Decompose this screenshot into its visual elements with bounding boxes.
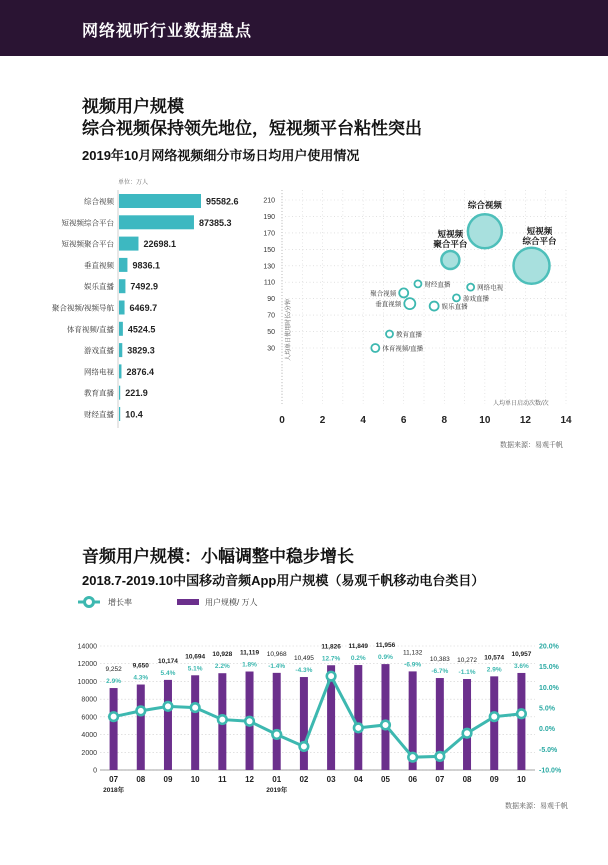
y-right-tick-label: 0.0% [539, 726, 555, 734]
bar-value-label: 10,495 [293, 655, 314, 663]
x-tick-label: 02 [299, 775, 309, 784]
bar-value-label: 87385.3 [198, 217, 232, 228]
x-tick-label: 12 [519, 415, 531, 426]
bar-value-label: 2876.4 [126, 366, 154, 377]
y-left-tick-label: 10000 [77, 678, 97, 686]
bar-mark [490, 676, 498, 770]
x-tick-label: 07 [435, 775, 445, 784]
y-right-tick-label: 20.0% [539, 643, 559, 651]
x-tick-label: 08 [136, 775, 146, 784]
growth-rate-label: 2.2% [214, 663, 230, 671]
bar-category-label: 短视频聚合平台 [61, 239, 114, 249]
growth-rate-label: -1.4% [268, 662, 286, 670]
bubble-label: 综合平台 [522, 235, 557, 246]
bubble-mark [399, 288, 408, 297]
bar-category-label: 网络电视 [84, 367, 114, 377]
y-right-tick-label: 15.0% [539, 664, 559, 672]
bar-mark [119, 322, 123, 336]
bar-mark [463, 679, 471, 770]
bubble-label: 游戏直播 [462, 295, 489, 303]
x-tick-label: 4 [360, 415, 366, 426]
bar-mark [119, 301, 125, 315]
video-heading-2: 综合视频保持领先地位，短视频平台粘性突出 [82, 119, 422, 138]
x-tick-label: 8 [441, 415, 448, 426]
growth-rate-line [114, 676, 522, 757]
x-tick-label: 10 [479, 415, 491, 426]
bar-mark [119, 279, 125, 293]
bar-mark [436, 678, 444, 770]
bar-value-label: 11,826 [321, 643, 341, 651]
bar-value-label: 11,119 [239, 649, 260, 657]
bar-value-label: 221.9 [125, 388, 148, 399]
y-right-tick-label: 10.0% [539, 684, 559, 692]
bar-mark [273, 673, 281, 770]
bubble-label: 财经直播 [424, 281, 451, 289]
growth-rate-point [272, 730, 281, 739]
bar-mark [119, 258, 127, 272]
bar-value-label: 10,383 [429, 656, 450, 664]
page-header [0, 0, 608, 56]
growth-rate-point [300, 742, 309, 751]
x-tick-label: 12 [245, 775, 254, 784]
video-source: 数据来源：易观千帆 [500, 442, 563, 449]
growth-rate-point [354, 724, 363, 733]
bubble-label: 教育直播 [396, 331, 423, 339]
y-tick-label: 130 [263, 263, 275, 271]
bubble-mark [514, 248, 550, 284]
legend-bar-label: 用户规模/ 万人 [205, 598, 258, 607]
bubble-label: 体育视频/直播 [382, 345, 424, 353]
bar-value-label: 11,956 [375, 642, 396, 650]
bar-category-label: 财经直播 [84, 410, 114, 419]
bar-mark [164, 680, 172, 770]
bar-mark [354, 665, 362, 770]
y-tick-label: 90 [267, 296, 275, 304]
x-tick-label: 11 [218, 775, 227, 784]
growth-rate-point [109, 712, 118, 721]
y-tick-label: 190 [263, 213, 275, 221]
x-tick-label: 0 [279, 415, 285, 426]
y-left-tick-label: 4000 [81, 732, 97, 740]
y-tick-label: 50 [267, 329, 275, 337]
x-tick-label: 06 [408, 775, 418, 784]
bar-value-label: 10,968 [266, 650, 287, 658]
x-tick-label: 6 [400, 415, 407, 426]
bar-mark [191, 675, 199, 770]
bar-mark [381, 664, 389, 770]
growth-rate-label: 2.9% [486, 666, 502, 674]
bar-mark [137, 685, 145, 770]
growth-rate-point [245, 717, 254, 726]
bar-category-label: 垂直视频 [84, 260, 114, 270]
y-tick-label: 170 [263, 230, 275, 238]
audio-source: 数据来源：易观千帆 [505, 803, 568, 810]
growth-rate-point [191, 703, 200, 712]
growth-rate-label: -1.1% [458, 669, 476, 677]
bar-value-label: 6469.7 [129, 303, 158, 313]
growth-rate-point [436, 752, 445, 761]
y-right-tick-label: 5.0% [539, 705, 555, 713]
video-heading-1: 视频用户规模 [82, 97, 184, 116]
bar-mark [110, 688, 118, 770]
bar-value-label: 4524.5 [127, 324, 156, 335]
bar-mark [517, 673, 525, 770]
bar-mark [300, 677, 308, 770]
bar-value-label: 9,252 [105, 666, 122, 674]
bubble-label: 娱乐直播 [441, 303, 468, 311]
bar-value-label: 10,574 [484, 654, 505, 662]
bubble-label: 网络电视 [477, 284, 504, 292]
growth-rate-point [517, 709, 526, 718]
x-tick-label: 01 [272, 775, 282, 784]
bubble-mark [430, 302, 439, 311]
bubble-mark [453, 294, 460, 301]
y-left-tick-label: 2000 [81, 749, 97, 757]
growth-rate-label: 5.4% [160, 669, 176, 677]
page-title: 网络视听行业数据盘点 [82, 23, 253, 40]
bar-value-label: 10,957 [511, 650, 532, 658]
growth-rate-label: -6.9% [404, 661, 422, 669]
x-tick-label: 14 [560, 415, 572, 426]
bar-mark [246, 672, 254, 770]
bar-mark [119, 407, 120, 421]
bar-value-label: 10,694 [185, 653, 206, 661]
growth-rate-label: 2.9% [106, 678, 122, 686]
bar-unit-label: 单位：万人 [118, 180, 149, 186]
bar-value-label: 10,928 [212, 651, 233, 659]
bubble-mark [371, 344, 379, 352]
bar-value-label: 10,272 [457, 657, 477, 665]
y-left-tick-label: 12000 [77, 661, 97, 669]
audio-heading: 音频用户规模：小幅调整中稳步增长 [82, 547, 354, 566]
bar-value-label: 11,849 [348, 643, 369, 651]
growth-rate-point [327, 672, 336, 681]
growth-rate-label: 0.2% [350, 655, 366, 663]
bar-mark [119, 364, 121, 378]
x-tick-label: 03 [326, 775, 336, 784]
growth-rate-label: -4.3% [295, 667, 313, 675]
legend-line-label: 增长率 [108, 598, 132, 607]
bubble-mark [468, 214, 502, 248]
legend-line-marker [85, 598, 94, 607]
y-left-tick-label: 8000 [81, 696, 97, 704]
bar-category-label: 娱乐直播 [84, 282, 114, 292]
bubble-mark [441, 251, 459, 269]
bubble-label: 综合视频 [467, 200, 502, 211]
bar-value-label: 22698.1 [143, 239, 177, 250]
growth-rate-point [381, 721, 390, 730]
bar-mark [119, 215, 194, 229]
bubble-label: 短视频 [526, 225, 553, 236]
x-tick-label: 09 [163, 775, 173, 784]
legend-bar-swatch [177, 599, 199, 605]
x-tick-label: 10 [516, 775, 526, 784]
growth-rate-label: 4.3% [133, 674, 149, 682]
year-label: 2019年 [266, 787, 288, 794]
x-axis-title: 人均单日启动次数/次 [493, 401, 549, 407]
x-tick-label: 2 [319, 415, 326, 426]
y-tick-label: 30 [267, 345, 275, 353]
bubble-mark [467, 284, 474, 291]
bubble-label: 聚合视频 [370, 290, 397, 298]
bar-category-label: 短视频综合平台 [61, 218, 114, 228]
bar-category-label: 游戏直播 [84, 346, 114, 356]
x-tick-label: 07 [109, 775, 119, 784]
bubble-label: 垂直视频 [375, 301, 402, 309]
bar-value-label: 9,650 [132, 662, 149, 670]
bar-mark [409, 671, 417, 770]
growth-rate-point [136, 707, 145, 716]
y-left-tick-label: 0 [93, 767, 97, 775]
bar-value-label: 10,174 [158, 657, 178, 665]
bar-category-label: 体育视频/直播 [66, 324, 114, 334]
y-tick-label: 70 [267, 312, 275, 320]
audio-chart-subtitle: 2018.7-2019.10中国移动音频App用户规模（易观千帆移动电台类目） [82, 573, 485, 588]
y-left-tick-label: 6000 [81, 714, 97, 722]
bar-value-label: 95582.6 [206, 196, 239, 207]
bar-mark [119, 194, 201, 208]
growth-rate-point [408, 753, 417, 762]
bubble-label: 聚合平台 [433, 239, 468, 250]
growth-rate-label: 3.6% [513, 662, 529, 670]
y-tick-label: 150 [263, 246, 275, 254]
y-tick-label: 210 [263, 197, 275, 205]
bar-mark [119, 237, 138, 251]
growth-rate-label: 12.7% [321, 655, 341, 663]
growth-rate-point [218, 715, 227, 724]
growth-rate-label: 1.8% [242, 661, 257, 669]
bar-value-label: 11,132 [402, 649, 423, 657]
bar-value-label: 10.4 [125, 409, 143, 420]
x-tick-label: 04 [353, 775, 363, 784]
y-tick-label: 110 [263, 279, 275, 287]
y-axis-title: 人均单日使用时长/分钟 [286, 299, 292, 361]
x-tick-label: 09 [489, 775, 499, 784]
bubble-label: 短视频 [437, 229, 464, 240]
bar-value-label: 9836.1 [132, 260, 160, 271]
bar-value-label: 7492.9 [130, 281, 158, 292]
y-right-tick-label: -10.0% [539, 767, 562, 775]
growth-rate-label: -6.7% [431, 668, 449, 676]
growth-rate-label: 0.9% [378, 654, 393, 662]
bar-category-label: 教育直播 [84, 388, 114, 398]
video-chart-subtitle: 2019年10月网络视频细分市场日均用户使用情况 [82, 148, 360, 163]
bubble-mark [414, 280, 421, 287]
x-tick-label: 08 [462, 775, 472, 784]
bar-mark [327, 665, 335, 770]
bubble-mark [404, 298, 415, 309]
growth-rate-label: 5.1% [187, 665, 203, 673]
bar-value-label: 3829.3 [127, 345, 155, 356]
bar-mark [119, 386, 120, 400]
bar-category-label: 聚合视频/视频导航 [51, 303, 114, 313]
bubble-mark [386, 331, 393, 338]
bar-mark [218, 673, 226, 770]
y-right-tick-label: -5.0% [539, 746, 558, 754]
x-tick-label: 05 [381, 775, 390, 784]
growth-rate-point [490, 712, 499, 721]
growth-rate-point [463, 729, 472, 738]
year-label: 2018年 [103, 787, 125, 794]
growth-rate-point [164, 702, 173, 711]
y-left-tick-label: 14000 [77, 643, 97, 651]
x-tick-label: 10 [190, 775, 200, 784]
bar-category-label: 综合视频 [84, 197, 114, 206]
bar-mark [119, 343, 122, 357]
